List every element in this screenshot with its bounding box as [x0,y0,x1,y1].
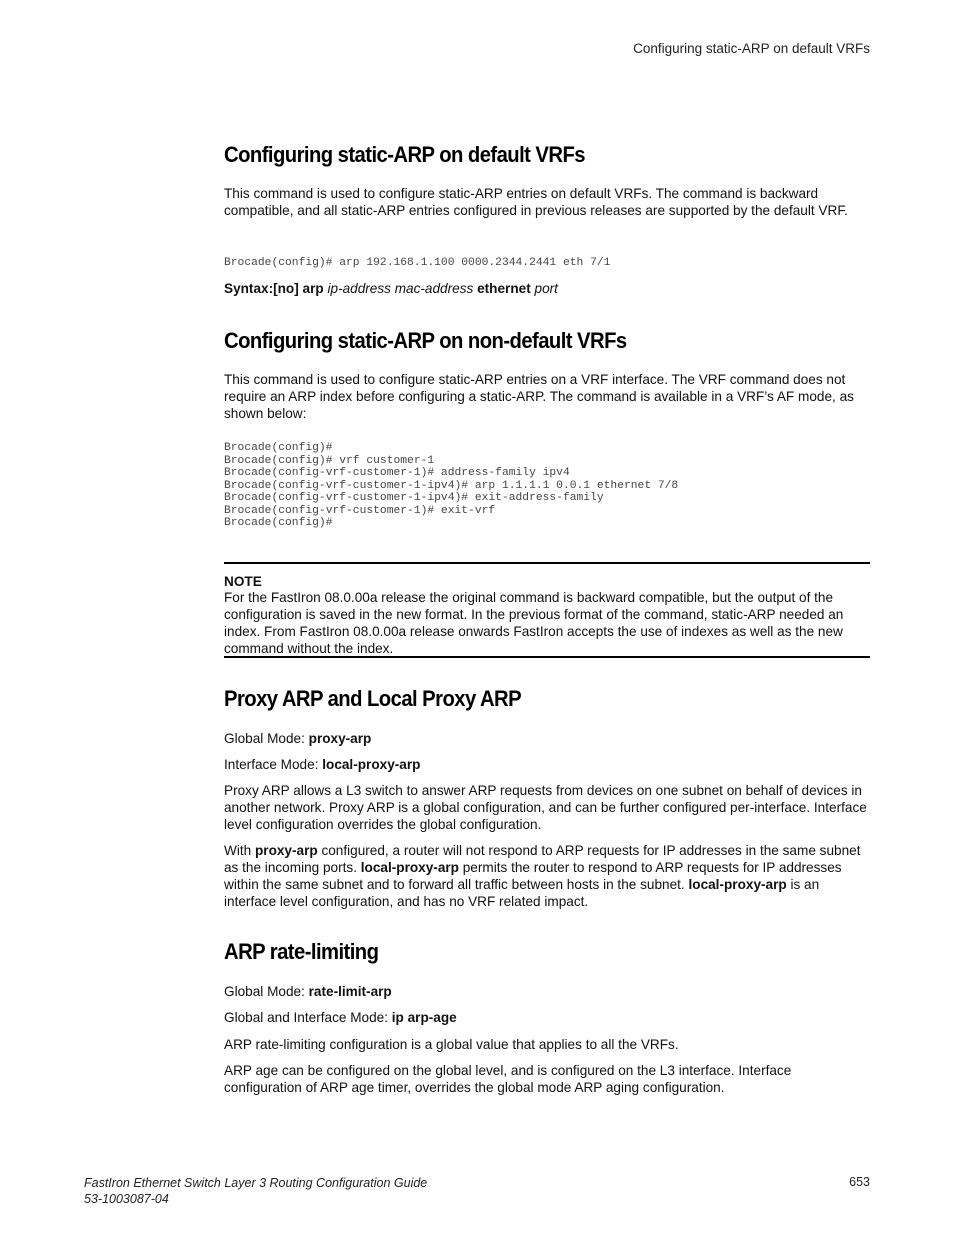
note-text: For the FastIron 08.0.00a release the original command is backward compatible, but the output of the configuration is saved in the new format. In the previous format of the command, static-ARP needed an index. From FastIron 08.0.00a release onwards FastIron accepts the use of indexes as well as the new command without the index. [224,590,844,656]
code-block-non-default-vrfs: Brocade(config)# Brocade(config)# vrf customer-1 Brocade(config-vrf-customer-1)# address-family ipv4 Brocade(config-vrf-customer-1-ipv4)# arp 1.1.1.1 0.0.1 ethernet 7/8 Brocade(config-vrf-customer-1-ipv4)# exit-address-family Brocade(config-vrf-customer-1)# exit-vrf Brocade(config)# [224,442,679,529]
footer-guide-title: FastIron Ethernet Switch Layer 3 Routing Configuration Guide [84,1176,428,1190]
rate-interface-mode-line [224,1009,870,1026]
footer-doc-number: 53-1003087-04 [84,1192,169,1206]
rate-global-mode-line [224,983,870,1000]
note-title: NOTE [224,574,262,589]
note-box [224,562,870,658]
rate-interface-mode-command: ip arp-age [391,1010,457,1025]
command-proxy-arp: proxy-arp [254,843,318,858]
rate-interface-mode-label: Global and Interface Mode: [224,1010,392,1025]
proxy-global-mode-label: Global Mode: [224,731,309,746]
footer-page-number: 653 [849,1175,870,1189]
proxy-global-mode-line [224,730,870,747]
text-run: With [224,843,255,858]
rate-global-mode-command: rate-limit-arp [308,984,392,999]
rate-global-mode-label: Global Mode: [224,984,309,999]
footer-guide-info [84,1175,427,1207]
text-run: permits the router to respond to ARP requests for IP addresses within the same subnet and to forward all traffic between hosts in the subnet. [224,860,842,892]
paragraph-arp-age: ARP age can be configured on the global level, and is configured on the L3 interface. Interface configuration of ARP age timer, overrides the global mode ARP aging configuration. [224,1063,792,1095]
heading-arp-rate-limiting: ARP rate-limiting [224,939,379,964]
syntax-keyword-ethernet: ethernet [477,281,531,296]
proxy-interface-mode-label: Interface Mode: [224,757,323,772]
command-local-proxy-arp: local-proxy-arp [360,860,459,875]
paragraph-proxy-arp-behavior [224,842,870,910]
text-run: is an interface level configuration, and has no VRF related impact. [224,877,820,909]
paragraph-proxy-arp-description: Proxy ARP allows a L3 switch to answer ARP requests from devices on one subnet on behalf of devices in another network. Proxy ARP is a global configuration, and can be further configured per-interface. Interface level configuration overrides the global configuration. [224,783,867,832]
heading-non-default-vrfs: Configuring static-ARP on non-default VRFs [224,328,627,353]
proxy-interface-mode-command: local-proxy-arp [322,757,421,772]
syntax-arg-port: port [534,281,558,296]
proxy-global-mode-command: proxy-arp [308,731,372,746]
heading-proxy-arp: Proxy ARP and Local Proxy ARP [224,686,522,711]
proxy-interface-mode-line [224,756,870,773]
paragraph-rate-limiting-global: ARP rate-limiting configuration is a global value that applies to all the VRFs. [224,1037,679,1052]
paragraph-default-vrfs-intro: This command is used to configure static-ARP entries on default VRFs. The command is backward compatible, and all static-ARP entries configured in previous releases are supported by the default VRF. [224,186,848,218]
text-run: configured, a router will not respond to ARP requests for IP addresses in the same subnet as the incoming ports. [224,843,861,875]
command-local-proxy-arp: local-proxy-arp [688,877,787,892]
running-header: Configuring static-ARP on default VRFs [633,41,870,56]
heading-default-vrfs: Configuring static-ARP on default VRFs [224,142,585,167]
syntax-label: Syntax:[no] arp [224,281,324,296]
syntax-arg-addresses: ip-address mac-address [327,281,474,296]
syntax-line [224,280,870,297]
paragraph-non-default-vrfs-intro: This command is used to configure static-ARP entries on a VRF interface. The VRF command does not require an ARP index before configuring a static-ARP. The command is available in a VRF’s AF mode, as shown below: [224,372,854,421]
code-block-default-vrfs: Brocade(config)# arp 192.168.1.100 0000.2344.2441 eth 7/1 [224,257,611,269]
